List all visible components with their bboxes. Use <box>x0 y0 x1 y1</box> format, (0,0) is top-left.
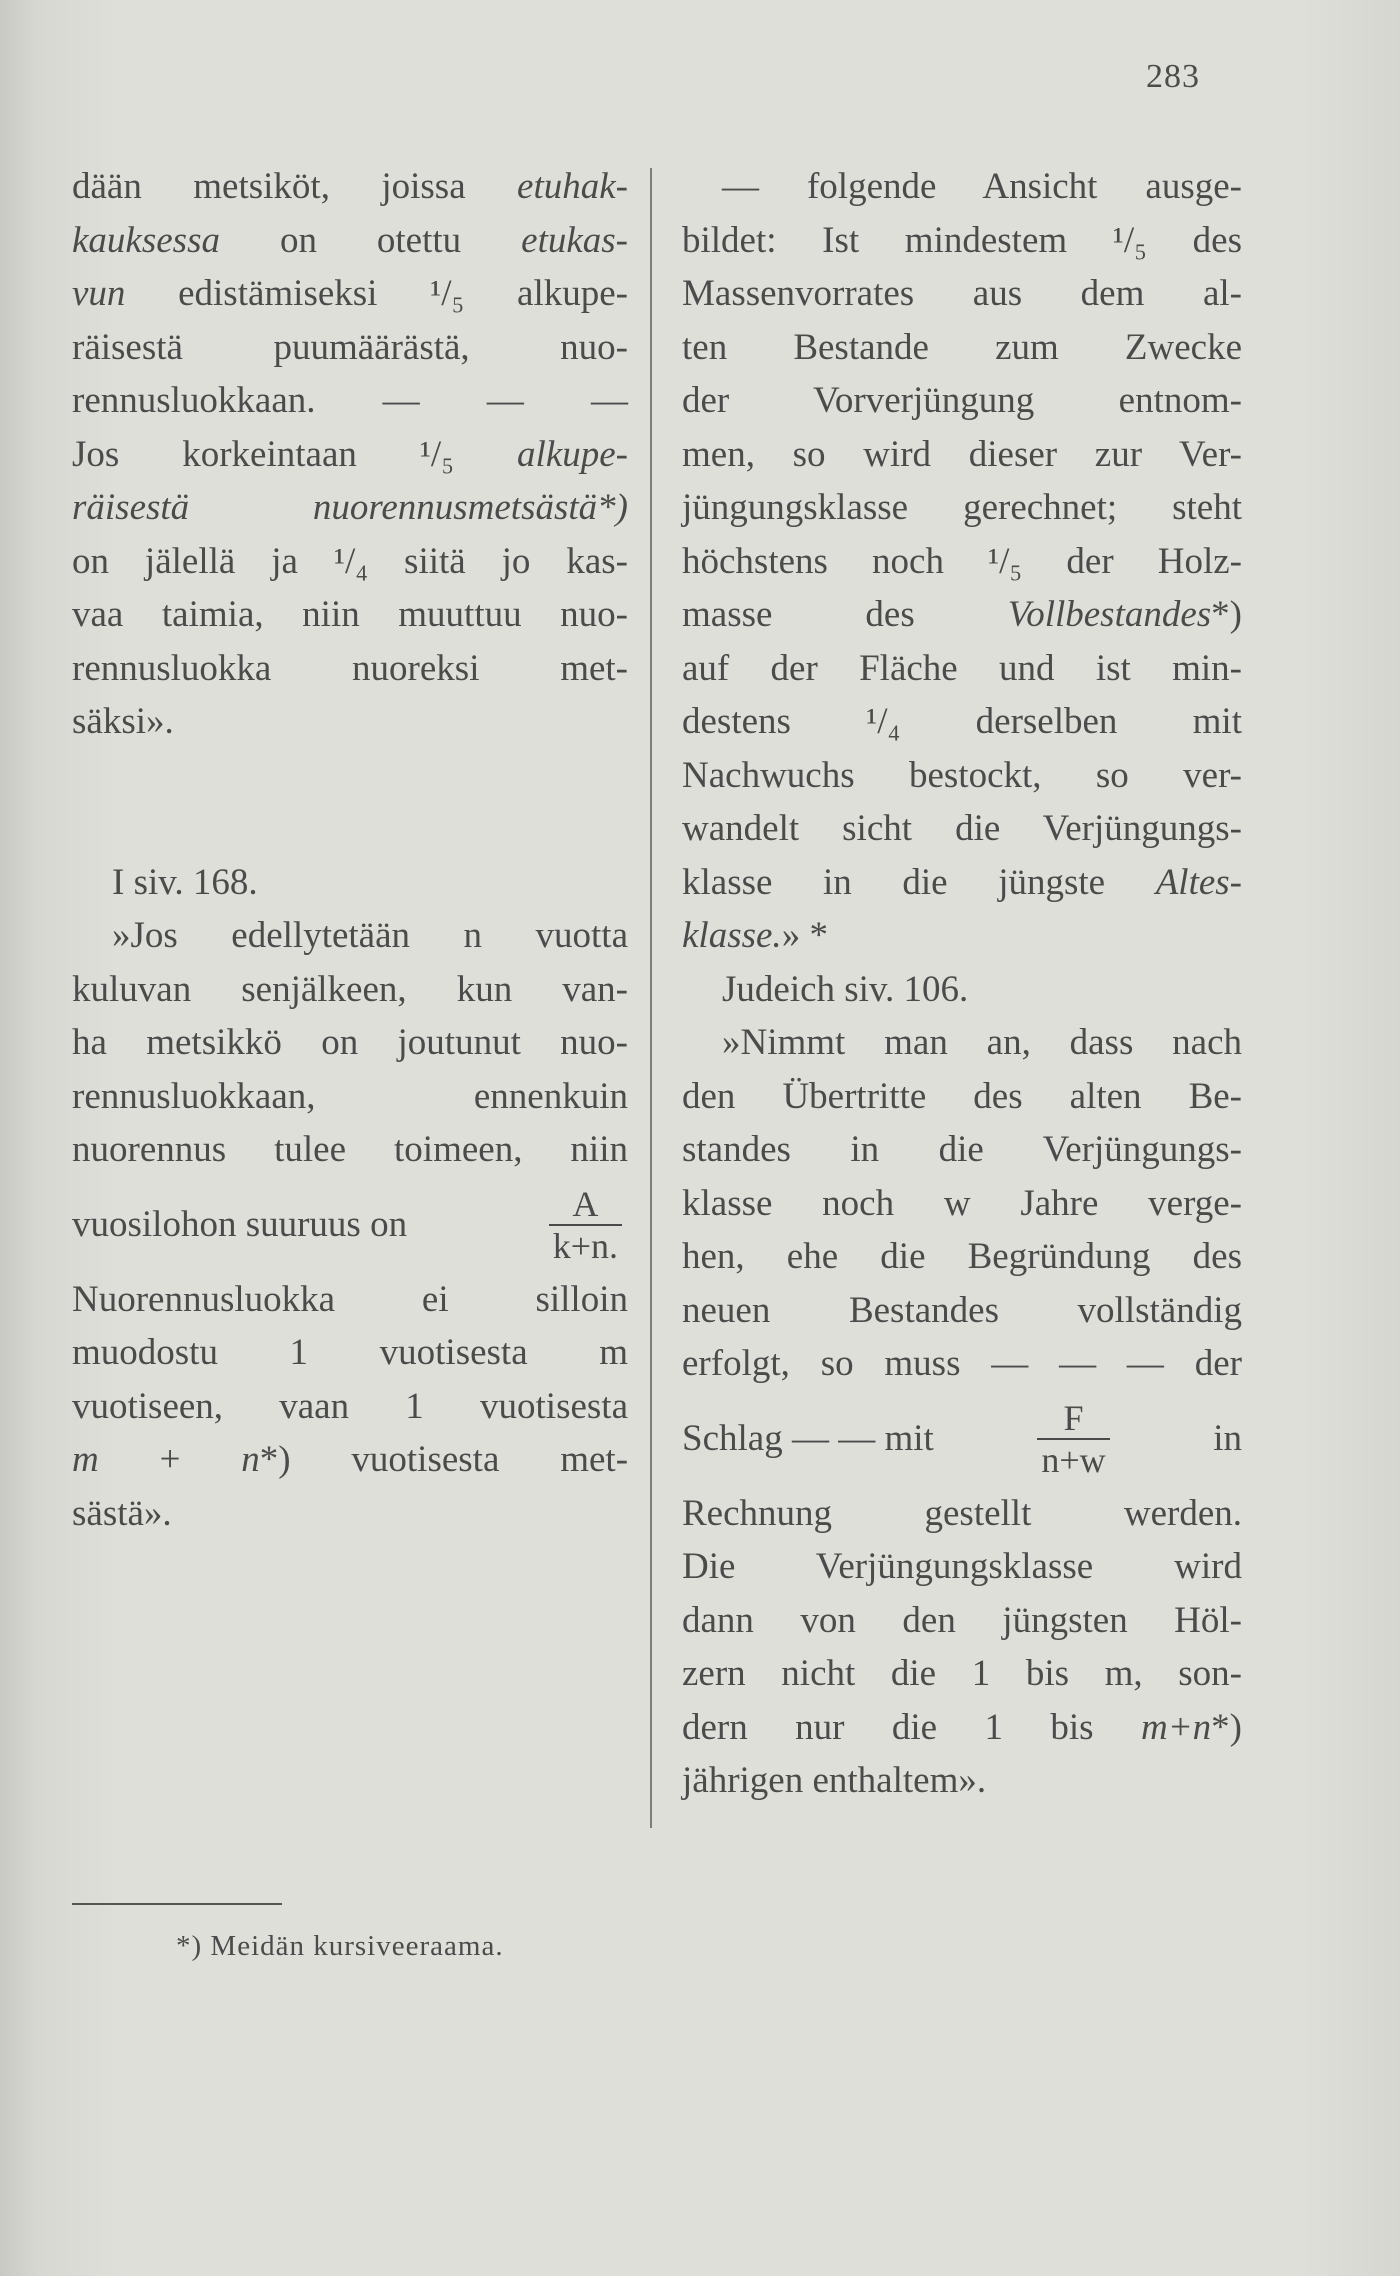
fraction-numerator: A <box>572 1183 599 1224</box>
left-line-1: dään metsiköt, joissa etuhak- <box>72 166 628 207</box>
right-para3-line-3: dann von den jüngsten Höl- <box>682 1599 1242 1641</box>
right-fraction-pre: Schlag — — mit <box>682 1417 934 1459</box>
right-line-13: wandelt sicht die Verjüngungs- <box>682 808 1242 849</box>
left-line-2: kauksessa on otettu etukas- <box>72 219 628 261</box>
right-para2-line-6: neuen Bestandes vollständig <box>682 1289 1242 1331</box>
left-line-3: vun edistämiseksi ¹/₅ alkupe- <box>72 273 628 314</box>
left-fraction-text: vuosilohon suuruus on <box>72 1203 408 1245</box>
left-fraction-line <box>72 1177 628 1273</box>
right-para2-line-1: »Nimmt man an, dass nach <box>722 1022 1242 1063</box>
left-line-8: on jälellä ja ¹/₄ siitä jo kas- <box>72 540 628 582</box>
footnote-rule <box>72 1903 282 1905</box>
fraction-denominator: k+n. <box>549 1224 622 1266</box>
right-para3-line-2: Die Verjüngungsklasse wird <box>682 1546 1242 1587</box>
left-para2-line-3: ha metsikkö on joutunut nuo- <box>72 1022 628 1063</box>
left-para2-line-5: nuorennus tulee toimeen, niin <box>72 1129 628 1170</box>
right-para3-line-5: dern nur die 1 bis m+n*) <box>682 1706 1242 1748</box>
fraction-a-over-kn <box>549 1184 622 1266</box>
page-number: 283 <box>1146 58 1200 95</box>
left-line-5: rennusluokkaan. — — — <box>72 380 628 421</box>
left-line-10: rennusluokka nuoreksi met- <box>72 647 628 689</box>
left-para3-line-4: m + n*) vuotisesta met- <box>72 1439 629 1480</box>
right-para2-line-5: hen, ehe die Begründung des <box>682 1236 1242 1277</box>
right-line-4: ten Bestande zum Zwecke <box>682 326 1242 368</box>
right-para2-line-7: erfolgt, so muss — — — der <box>682 1343 1242 1384</box>
left-line-6: Jos korkeintaan ¹/₅ alkupe- <box>72 433 628 475</box>
right-line-7: jüngungsklasse gerechnet; steht <box>682 487 1242 528</box>
right-line-11: destens ¹/₄ derselben mit <box>682 701 1242 742</box>
left-para2-line-4: rennusluokkaan, ennenkuin <box>72 1075 628 1117</box>
right-para2-line-4: klasse noch w Jahre verge- <box>682 1182 1242 1224</box>
right-para2-line-3: standes in die Verjüngungs- <box>682 1129 1242 1170</box>
left-reference: I siv. 168. <box>112 861 258 903</box>
fraction-numerator: F <box>1063 1397 1084 1438</box>
left-line-7: räisestä nuorennusmetsästä*) <box>72 487 628 528</box>
right-line-8: höchstens noch ¹/₅ der Holz- <box>682 540 1242 582</box>
right-reference: Judeich siv. 106. <box>722 968 969 1010</box>
left-line-11: säksi». <box>72 701 174 742</box>
right-line-15: klasse.» * <box>682 915 828 956</box>
left-para3-line-3: vuotiseen, vaan 1 vuotisesta <box>72 1385 628 1427</box>
left-para2-line-2: kuluvan senjälkeen, kun van- <box>72 968 628 1010</box>
left-para2-line-1: »Jos edellytetään n vuotta <box>112 915 628 956</box>
right-para3-line-1: Rechnung gestellt werden. <box>682 1492 1242 1534</box>
right-line-14: klasse in die jüngste Altes- <box>682 861 1242 903</box>
right-line-12: Nachwuchs bestockt, so ver- <box>682 754 1242 796</box>
right-line-9: masse des Vollbestandes*) <box>682 594 1242 635</box>
right-line-3: Massenvorrates aus dem al- <box>682 273 1242 314</box>
left-para3-line-2: muodostu 1 vuotisesta m <box>72 1332 628 1373</box>
right-fraction-line <box>682 1391 1242 1487</box>
right-para2-line-2: den Übertritte des alten Be- <box>682 1075 1242 1117</box>
right-line-6: men, so wird dieser zur Ver- <box>682 433 1242 475</box>
fraction-denominator: n+w <box>1037 1438 1109 1480</box>
right-fraction-post: in <box>1213 1417 1242 1459</box>
right-para3-line-6: jährigen enthaltem». <box>682 1760 987 1801</box>
right-line-1: — folgende Ansicht ausge- <box>722 166 1242 207</box>
left-para3-line-5: sästä». <box>72 1492 172 1534</box>
fraction-f-over-nw <box>1037 1398 1109 1480</box>
paragraph-gap <box>72 749 628 856</box>
right-para3-line-4: zern nicht die 1 bis m, son- <box>682 1653 1242 1694</box>
right-line-10: auf der Fläche und ist min- <box>682 647 1242 689</box>
left-line-9: vaa taimia, niin muuttuu nuo- <box>72 594 628 635</box>
right-column <box>682 160 1242 1808</box>
left-line-4: räisestä puumäärästä, nuo- <box>72 326 628 368</box>
left-para3-line-1: Nuorennusluokka ei silloin <box>72 1278 628 1320</box>
right-line-2: bildet: Ist mindestem ¹/₅ des <box>682 219 1242 261</box>
right-line-5: der Vorverjüngung entnom- <box>682 380 1242 421</box>
column-divider <box>650 168 652 1828</box>
footnote: *) Meidän kursiveeraama. <box>176 1930 504 1962</box>
left-column <box>72 160 628 1540</box>
